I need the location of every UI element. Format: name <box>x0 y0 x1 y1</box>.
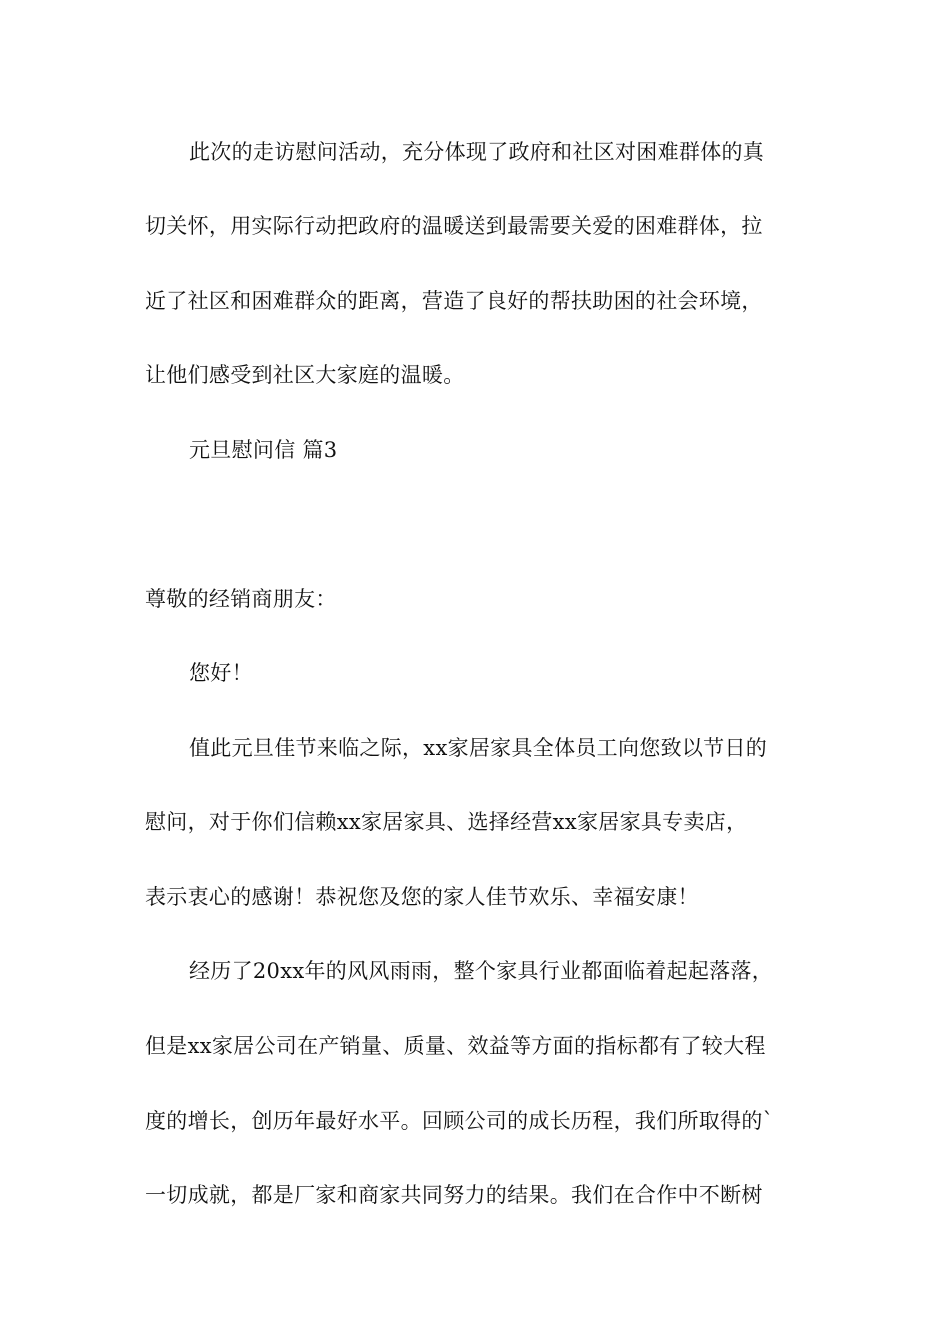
paragraph-3-line-2: 但是xx家居公司在产销量、质量、效益等方面的指标都有了较大程 <box>145 1034 766 1058</box>
paragraph-1-line-1: 此次的走访慰问活动，充分体现了政府和社区对困难群体的真 <box>189 140 765 164</box>
paragraph-2-line-2: 慰问，对于你们信赖xx家居家具、选择经营xx家居家具专卖店， <box>145 810 748 834</box>
section-title: 元旦慰问信 篇3 <box>189 438 338 462</box>
salutation: 尊敬的经销商朋友： <box>145 587 337 611</box>
paragraph-1-line-4: 让他们感受到社区大家庭的温暖。 <box>145 363 465 387</box>
paragraph-3-line-4: 一切成就，都是厂家和商家共同努力的结果。我们在合作中不断树 <box>145 1183 763 1207</box>
paragraph-1-line-3: 近了社区和困难群众的距离，营造了良好的帮扶助困的社会环境， <box>145 289 763 313</box>
paragraph-2-line-3: 表示衷心的感谢！恭祝您及您的家人佳节欢乐、幸福安康！ <box>145 885 699 909</box>
greeting: 您好！ <box>189 661 253 685</box>
paragraph-1-line-2: 切关怀，用实际行动把政府的温暖送到最需要关爱的困难群体，拉 <box>145 214 763 238</box>
paragraph-3-line-3: 度的增长，创历年最好水平。回顾公司的成长历程，我们所取得的` <box>145 1109 774 1133</box>
paragraph-2-line-1: 值此元旦佳节来临之际，xx家居家具全体员工向您致以节日的 <box>189 736 768 760</box>
paragraph-3-line-1: 经历了20xx年的风风雨雨，整个家具行业都面临着起起落落， <box>189 959 774 983</box>
